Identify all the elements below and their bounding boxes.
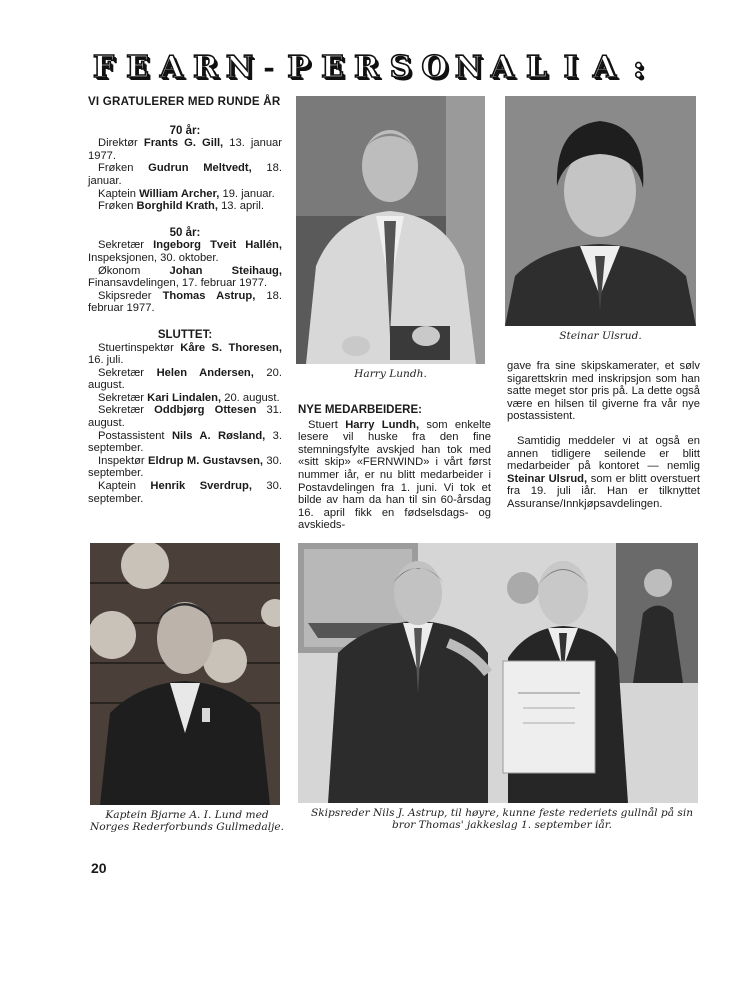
item-title: Inspektør: [98, 454, 149, 467]
title-letter: N: [225, 49, 254, 85]
title-letter: E: [321, 49, 344, 85]
item-detail: 18. februar 1977.: [88, 289, 282, 315]
item-detail: Finansavdelingen, 17. februar 1977.: [88, 277, 268, 290]
item-title: Kaptein: [98, 187, 140, 200]
person-name: Johan Steihaug,: [169, 264, 283, 277]
item-title: Postassistent: [98, 429, 172, 442]
item-title: Frøken: [98, 200, 137, 213]
photo-bjarne-lund: [90, 543, 280, 805]
list-70: [88, 137, 282, 213]
person-name: Steinar Ulsrud,: [507, 472, 588, 485]
text-run: Stuert: [308, 418, 346, 431]
column-continued: [507, 360, 700, 511]
title-letter: O: [421, 49, 448, 85]
person-name: Borghild Krath,: [136, 200, 218, 213]
item-title: Sekretær: [98, 366, 157, 379]
title-letter: N: [454, 49, 483, 85]
column-birthdays: [88, 96, 282, 505]
item-detail: Inspeksjonen, 30. oktober.: [88, 251, 219, 264]
title-letter: R: [193, 49, 218, 85]
person-name: William Archer,: [139, 187, 220, 200]
item-detail: 13. april.: [217, 200, 264, 213]
person-name: Ingeborg Tveit Hallén,: [153, 239, 282, 252]
list-item: [88, 200, 282, 213]
text-run: som er blitt overstuert fra 19. juli iår. Han er tilknyttet Assuranse/Innkjøpsavdelingen.: [507, 472, 700, 510]
list-item: [88, 239, 282, 264]
list-item: [88, 480, 282, 505]
person-name: Frants G. Gill,: [143, 137, 224, 150]
list-item: [88, 342, 282, 367]
person-name: Harry Lundh,: [345, 418, 420, 431]
title-letter: L: [525, 49, 548, 85]
list-item: [88, 188, 282, 201]
title-letter: A: [592, 49, 617, 85]
title-letter: :: [632, 49, 645, 85]
text-run: Samtidig meddeler vi at også en annen tidligere seilende er blitt medarbeider på kontoret — nemlig: [507, 434, 700, 473]
photo-harry-lundh: [296, 96, 485, 364]
caption-harry: Harry Lundh.: [354, 368, 427, 380]
item-detail: 16. juli.: [88, 354, 124, 367]
new-staff-heading: NYE MEDARBEIDERE:: [298, 404, 422, 416]
photo-steinar-ulsrud: [505, 96, 696, 326]
caption-bjarne: Kaptein Bjarne A. I. Lund med Norges Rederforbunds Gullmedalje.: [89, 809, 285, 834]
list-sluttet: [88, 342, 282, 506]
title-letter: S: [389, 49, 412, 85]
list-item: [88, 430, 282, 455]
caption-steinar: Steinar Ulsrud.: [559, 330, 642, 342]
item-title: Sekretær: [98, 391, 148, 404]
person-name: Oddbjørg Ottesen: [154, 404, 257, 417]
item-title: Direktør: [98, 137, 144, 150]
item-title: Sekretær: [98, 404, 155, 417]
column-new-staff: [298, 404, 491, 532]
person-name: Kari Lindalen,: [147, 391, 222, 404]
second-paragraph: [507, 435, 700, 511]
item-detail: 30. september.: [88, 480, 282, 505]
title-letter: R: [354, 49, 379, 85]
title-letter: -: [263, 50, 275, 84]
congrats-heading: VI GRATULERER MED RUNDE ÅR: [88, 95, 281, 108]
photo-astrup-brothers: [298, 543, 698, 803]
title-letter: P: [287, 49, 310, 85]
person-name: Eldrup M. Gustavsen,: [148, 454, 264, 467]
person-name: Helen Andersen,: [156, 366, 254, 379]
item-detail: 3. september.: [88, 429, 282, 455]
item-title: Økonom: [98, 264, 170, 277]
person-name: Kåre S. Thoresen,: [180, 341, 282, 354]
list-item: [88, 392, 282, 405]
person-name: Thomas Astrup,: [162, 289, 256, 302]
item-title: Skipsreder: [98, 289, 163, 302]
item-detail: 20. august.: [88, 366, 282, 392]
text-run: som enkelte lesere vil huske fra den fine stemningsfylte avskjed han tok med «sitt skip» «FERNWIND» i vårt først nummer iår, er nu blitt medarbeider i Postavdelingen fra 1. juni. Vi tok et bilde av ham da han til sin 60-årsdag 16. april fikk en fødselsdags- og avskieds-: [298, 418, 491, 532]
item-detail: 20. august.: [221, 391, 280, 404]
item-detail: 30. september.: [88, 454, 282, 480]
person-name: Henrik Sverdrup,: [150, 480, 252, 493]
list-item: [88, 455, 282, 480]
caption-astrup: Skipsreder Nils J. Astrup, til høyre, kunne feste rederiets gullnål på sin bror Thomas' jakkeslag 1. september iår.: [310, 807, 694, 832]
title-letter: A: [159, 49, 184, 85]
item-detail: 18. januar.: [88, 162, 282, 187]
section-heading-50: 50 år:: [169, 226, 201, 239]
title-letter: A: [490, 49, 515, 85]
list-item: [88, 162, 282, 187]
title-letter: F: [92, 49, 115, 85]
person-name: Gudrun Meltvedt,: [148, 162, 252, 175]
list-item: [88, 265, 282, 290]
page-title: [88, 50, 700, 84]
item-title: Sekretær: [98, 239, 154, 252]
list-item: [88, 137, 282, 162]
item-detail: 31. august.: [88, 404, 282, 430]
section-heading-sluttet: SLUTTET:: [157, 328, 213, 341]
new-staff-paragraph: [298, 419, 491, 532]
list-item: [88, 367, 282, 392]
item-detail: 13. januar 1977.: [88, 137, 282, 162]
item-detail: 19. januar.: [219, 187, 275, 200]
item-title: Stuertinspektør: [98, 341, 181, 354]
list-50: [88, 239, 282, 315]
person-name: Nils A. Røsland,: [171, 429, 266, 442]
item-title: Frøken: [98, 162, 149, 175]
title-letter: E: [126, 49, 149, 85]
item-title: Kaptein: [98, 480, 151, 493]
page-number: 20: [91, 860, 107, 876]
title-letter: I: [563, 49, 578, 85]
continued-paragraph: gave fra sine skipskamerater, et sølv sigarettskrin med inskripsjon som han satte meget stor pris på. La dette også være en hilsen til giverne fra vår nye postassistent.: [507, 360, 700, 423]
list-item: [88, 290, 282, 315]
list-item: [88, 404, 282, 429]
section-heading-70: 70 år:: [169, 124, 201, 137]
